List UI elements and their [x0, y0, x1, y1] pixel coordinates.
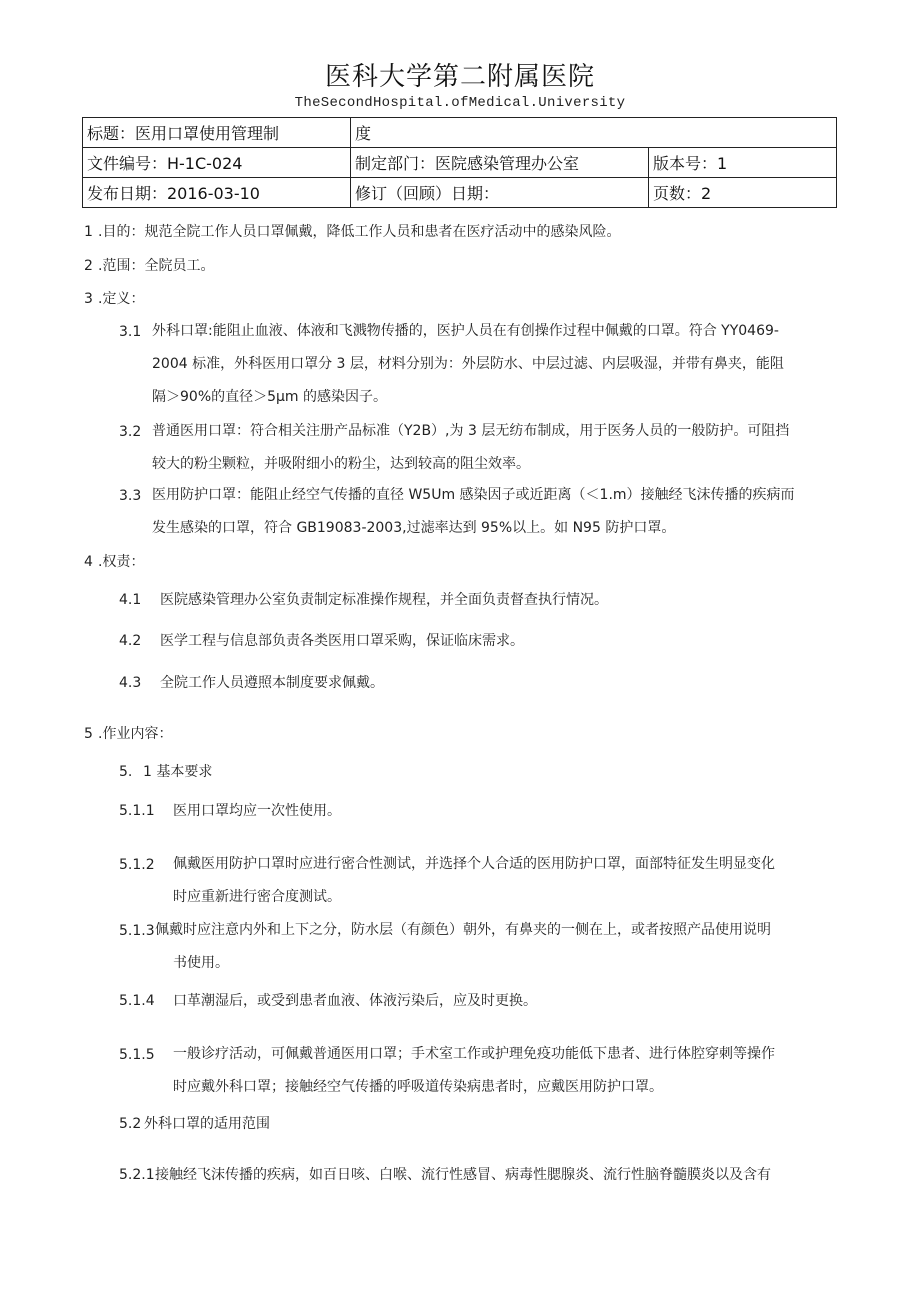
subsection-number: 4.1 — [119, 592, 142, 608]
subsection-number: 5. — [119, 764, 133, 780]
item-5-1-2 — [173, 848, 843, 914]
subsection-number: 3.1 — [119, 324, 142, 340]
text-line: 发生感染的口罩，符合 GB19083-2003,过滤率达到 95%以上。如 N95 防护口罩。 — [152, 520, 676, 536]
text-line: 佩戴时应注意内外和上下之分，防水层（有颜色）朝外，有鼻夹的一侧在上，或者按照产品使用说明 — [155, 922, 771, 938]
item-5-1-4 — [119, 991, 537, 1011]
subsection-3-1 — [152, 315, 842, 414]
subsection-3-2 — [152, 415, 842, 481]
version-cell: 版本号：1 — [649, 148, 837, 178]
item-text: 接触经飞沫传播的疾病，如百日咳、白喉、流行性感冒、病毒性腮腺炎、流行性脑脊髓膜炎以及含有 — [155, 1167, 771, 1183]
section-text: .范围：全院员工。 — [98, 258, 215, 274]
hospital-title: 医科大学第二附属医院 — [324, 62, 595, 92]
item-5-1-3 — [155, 914, 845, 980]
document-info-table — [82, 117, 837, 208]
item-number: 5.1.4 — [119, 993, 155, 1009]
subsection-text: 医院感染管理办公室负责制定标准操作规程，并全面负责督查执行情况。 — [160, 592, 608, 608]
subsection-text: 医学工程与信息部负责各类医用口罩采购，保证临床需求。 — [160, 633, 524, 649]
section-1 — [84, 222, 620, 242]
table-row — [83, 118, 837, 148]
text-line: 时应重新进行密合度测试。 — [173, 889, 341, 905]
item-number: 5.1.1 — [119, 803, 155, 819]
text-line: 外科口罩:能阻止血液、体液和飞溅物传播的，医护人员在有创操作过程中佩戴的口罩。符合 YY0469- — [152, 323, 779, 339]
subsection-number: 5.2 — [119, 1116, 142, 1132]
doc-number-cell: 文件编号：H-1C-024 — [83, 148, 351, 178]
item-5-2-1 — [119, 1165, 771, 1185]
subsection-5-2 — [119, 1114, 270, 1134]
page-count-cell: 页数：2 — [649, 178, 837, 208]
subsection-4-1 — [119, 590, 608, 610]
section-number: 1 — [84, 224, 93, 240]
text-line: 佩戴医用防护口罩时应进行密合性测试，并选择个人合适的医用防护口罩，面部特征发生明显变化 — [173, 856, 775, 872]
item-number: 5.1.5 — [119, 1047, 155, 1063]
table-row — [83, 178, 837, 208]
subsection-number: 3.3 — [119, 488, 142, 504]
section-text: .作业内容： — [98, 726, 173, 742]
text-line: 一般诊疗活动，可佩戴普通医用口罩；手术室工作或护理免疫功能低下患者、进行体腔穿刺等操作 — [173, 1046, 775, 1062]
hospital-subtitle: TheSecondHospital.ofMedical.University — [294, 95, 626, 111]
text-line: 医用防护口罩：能阻止经空气传播的直径 W5Um 感染因子或近距离（＜1.m）接触经飞沫传播的疾病而 — [152, 487, 795, 503]
subsection-3-3 — [152, 479, 842, 545]
item-number: 5.2.1 — [119, 1167, 155, 1183]
subsection-number: 4.3 — [119, 675, 142, 691]
item-number: 5.1.3 — [119, 923, 155, 939]
section-5 — [84, 724, 172, 744]
item-text: 口革潮湿后，或受到患者血液、体液污染后，应及时更换。 — [173, 993, 537, 1009]
subsection-5-1 — [119, 762, 212, 782]
text-line: 时应戴外科口罩；接触经空气传播的呼吸道传染病患者时，应戴医用防护口罩。 — [173, 1079, 663, 1095]
section-number: 4 — [84, 554, 93, 570]
subsection-4-3 — [119, 673, 384, 693]
text-line: 普通医用口罩：符合相关注册产品标准（Y2B）,为 3 层无纺布制成，用于医务人员的一般防护。可阻挡 — [152, 423, 790, 439]
subsection-text: 1 基本要求 — [143, 764, 213, 780]
section-number: 3 — [84, 291, 93, 307]
item-5-1-5 — [173, 1038, 843, 1104]
table-row — [83, 148, 837, 178]
text-line: 较大的粉尘颗粒，并吸附细小的粉尘，达到较高的阻尘效率。 — [152, 456, 530, 472]
item-number: 5.1.2 — [119, 857, 155, 873]
section-number: 5 — [84, 726, 93, 742]
doc-title-cell: 标题：医用口罩使用管理制 — [83, 118, 351, 148]
text-line: 隔＞90%的直径＞5μm 的感染因子。 — [152, 389, 388, 405]
subsection-text: 全院工作人员遵照本制度要求佩戴。 — [160, 675, 384, 691]
subsection-4-2 — [119, 631, 524, 651]
subsection-number: 3.2 — [119, 424, 142, 440]
text-line: 书使用。 — [173, 955, 229, 971]
subsection-text: 外科口罩的适用范围 — [144, 1116, 270, 1132]
section-text: .定义： — [98, 291, 145, 307]
revision-date-cell: 修订（回顾）日期： — [351, 178, 649, 208]
section-2 — [84, 256, 214, 276]
subsection-number: 4.2 — [119, 633, 142, 649]
section-3 — [84, 289, 144, 309]
text-line: 2004 标准，外科医用口罩分 3 层，材料分别为：外层防水、中层过滤、内层吸湿，并带有鼻夹，能阻 — [152, 356, 784, 372]
doc-title-continued-cell: 度 — [351, 118, 837, 148]
item-text: 医用口罩均应一次性使用。 — [173, 803, 341, 819]
item-5-1-1 — [119, 801, 341, 821]
section-text: .权责： — [98, 554, 145, 570]
release-date-cell: 发布日期：2016-03-10 — [83, 178, 351, 208]
section-4 — [84, 552, 144, 572]
department-cell: 制定部门：医院感染管理办公室 — [351, 148, 649, 178]
section-number: 2 — [84, 258, 93, 274]
section-text: .目的：规范全院工作人员口罩佩戴，降低工作人员和患者在医疗活动中的感染风险。 — [98, 224, 621, 240]
